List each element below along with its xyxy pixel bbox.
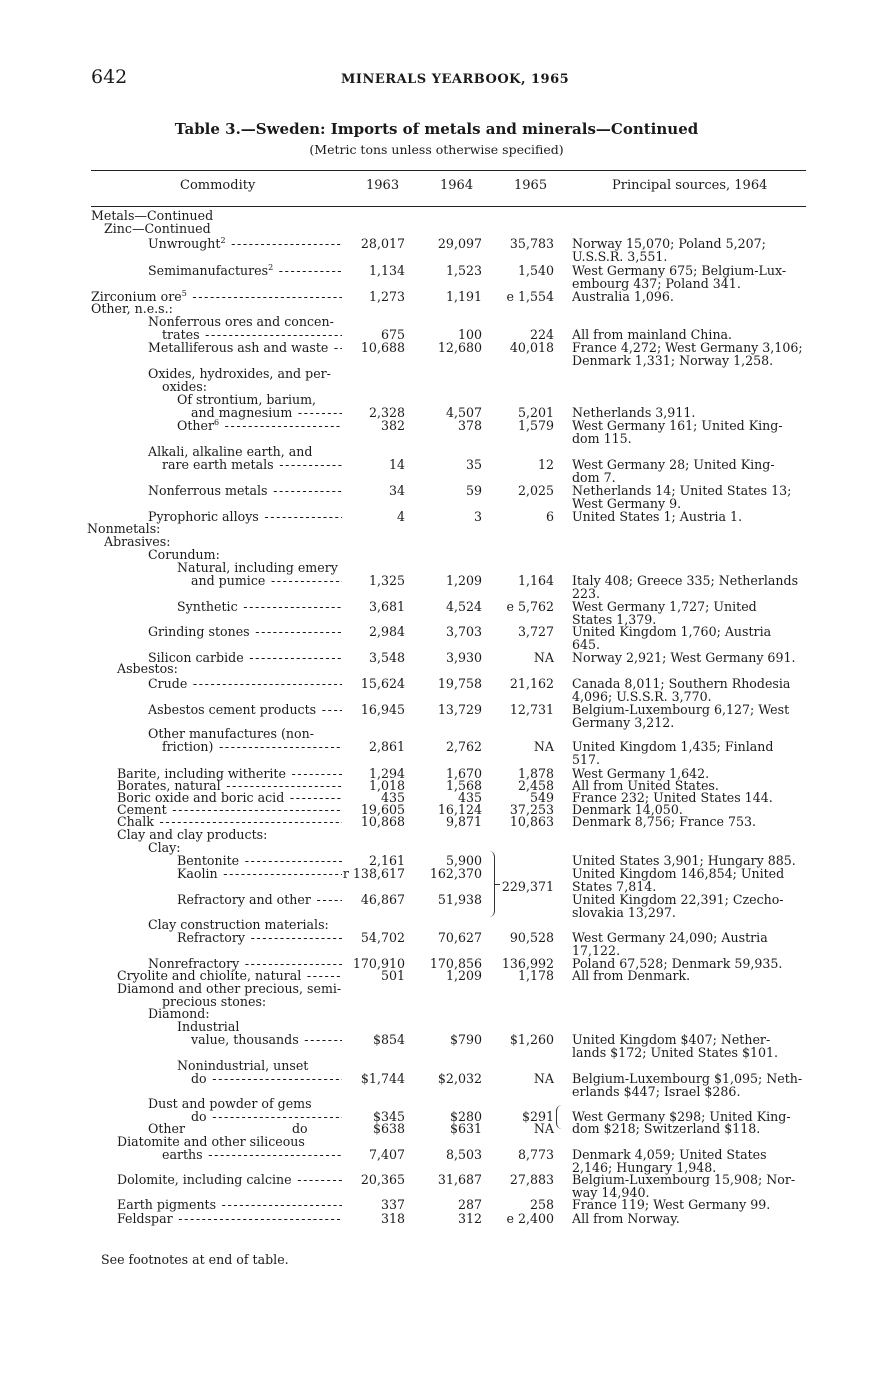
commodity-label: Metalliferous ash and waste ----- (148, 341, 342, 355)
value-1965: 1,878 (517, 766, 554, 781)
value-1964: 170,856 (429, 956, 482, 971)
commodity-label: do ----- (191, 1110, 342, 1124)
value-1963: 1,273 (368, 289, 405, 304)
commodity-label: Diatomite and other siliceous (117, 1134, 305, 1149)
commodity-label: rare earth metals ----- (162, 458, 342, 472)
value-1964: 3,703 (445, 624, 482, 639)
principal-sources: All from United States. (572, 778, 719, 793)
table-row (0, 753, 873, 767)
value-1963: $854 (372, 1032, 405, 1047)
value-1963: 675 (380, 327, 405, 342)
principal-sources: United Kingdom 22,391; Czecho- (572, 892, 784, 907)
principal-sources: Australia 1,096. (572, 289, 674, 304)
commodity-label: Bentonite ----- (177, 854, 342, 868)
value-1963: 3,681 (368, 599, 405, 614)
principal-sources: Denmark 8,756; France 753. (572, 814, 756, 829)
principal-sources: States 7,814. (572, 879, 657, 894)
principal-sources: erlands $447; Israel $286. (572, 1084, 741, 1099)
table-row (0, 600, 873, 614)
col-header-sources: Principal sources, 1964 (612, 178, 768, 193)
table-row (0, 662, 873, 676)
commodity-label: Corundum: (148, 547, 220, 562)
value-1965: 8,773 (517, 1147, 554, 1162)
principal-sources: 517. (572, 752, 601, 767)
value-1965: 40,018 (509, 340, 554, 355)
col-header-1965: 1965 (514, 178, 548, 193)
table-row (0, 277, 873, 291)
commodity-label: Borates, natural ----- (117, 779, 342, 793)
table-row (0, 703, 873, 717)
value-1963: $345 (372, 1109, 405, 1124)
principal-sources: Belgium-Luxembourg 15,908; Nor- (572, 1172, 796, 1187)
table-row (0, 419, 873, 433)
value-1963: 15,624 (360, 676, 405, 691)
commodity-label: Dolomite, including calcine ----- (117, 1173, 342, 1187)
commodity-label: Diamond: (148, 1006, 210, 1021)
commodity-label: Nonindustrial, unset (177, 1058, 309, 1073)
value-1965: e 1,554 (506, 289, 554, 304)
commodity-label: Zirconium ore$^5$ ----- (91, 290, 342, 304)
table-row (0, 367, 873, 381)
value-1965: 27,883 (509, 1172, 554, 1187)
commodity-label: Alkali, alkaline earth, and (148, 444, 313, 459)
commodity-label: Of strontium, barium, (177, 392, 317, 407)
commodity-label: Industrial (177, 1019, 240, 1034)
commodity-label: friction) ----- (162, 740, 342, 754)
value-1965: $291 (521, 1109, 554, 1124)
value-1964: 100 (457, 327, 482, 342)
value-1965: 549 (529, 790, 554, 805)
principal-sources: States 1,379. (572, 612, 657, 627)
value-1963: 16,945 (360, 702, 405, 717)
table-subtitle: (Metric tons unless otherwise specified) (309, 142, 564, 157)
commodity-label: Metals—Continued (91, 208, 214, 223)
value-1965: 6 (545, 509, 554, 524)
header-bottom-rule (91, 206, 806, 207)
value-1963: 435 (380, 790, 405, 805)
value-1964: 59 (465, 483, 482, 498)
commodity-label: Other, n.e.s.: (91, 301, 173, 316)
commodity-label: Cement ----- (117, 803, 342, 817)
commodity-label: Synthetic ----- (177, 600, 342, 614)
value-1965: 258 (529, 1197, 554, 1212)
value-1963: 318 (380, 1211, 405, 1226)
principal-sources: U.S.S.R. 3,551. (572, 249, 668, 264)
value-1964: 3,930 (445, 650, 482, 665)
value-1964: 162,370 (429, 866, 482, 881)
table-row (0, 1072, 873, 1086)
table-row (0, 237, 873, 251)
table-row (0, 1212, 873, 1226)
value-1965: 1,540 (517, 263, 554, 278)
value-1963: 4 (396, 509, 405, 524)
principal-sources: West Germany 1,727; United (572, 599, 757, 614)
value-1963: 3,548 (368, 650, 405, 665)
value-1963: 170,910 (352, 956, 405, 971)
commodity-label: Silicon carbide ----- (148, 651, 342, 665)
principal-sources: All from mainland China. (572, 327, 733, 342)
principal-sources: France 4,272; West Germany 3,106; (572, 340, 803, 355)
value-1965: e 2,400 (506, 1211, 554, 1226)
principal-sources: West Germany 28; United King- (572, 457, 775, 472)
principal-sources: Poland 67,528; Denmark 59,935. (572, 956, 783, 971)
commodity-label: Pyrophoric alloys ----- (148, 510, 342, 524)
principal-sources: Norway 2,921; West Germany 691. (572, 650, 796, 665)
commodity-label: value, thousands ----- (191, 1033, 342, 1047)
principal-sources: dom $218; Switzerland $118. (572, 1121, 761, 1136)
kaolin-group-brace (488, 851, 495, 917)
table-row (0, 432, 873, 446)
principal-sources: Netherlands 3,911. (572, 405, 696, 420)
value-1965: 229,371 (501, 879, 554, 894)
value-1965: 37,253 (509, 802, 554, 817)
value-1965: 12 (537, 457, 554, 472)
value-1964: 435 (457, 790, 482, 805)
value-1963: 10,868 (360, 814, 405, 829)
table-row (0, 535, 873, 549)
value-1963: 10,688 (360, 340, 405, 355)
commodity-label: do ----- (191, 1072, 342, 1086)
table-row (0, 315, 873, 329)
principal-sources: Belgium-Luxembourg 6,127; West (572, 702, 790, 717)
commodity-unit-label: do (292, 1121, 308, 1136)
table-title: Table 3.—Sweden: Imports of metals and minerals—Continued (174, 120, 699, 138)
principal-sources: All from Norway. (572, 1211, 680, 1226)
value-1965: 5,201 (517, 405, 554, 420)
commodity-label: Other (148, 1121, 185, 1136)
value-1963: r 138,617 (342, 866, 405, 881)
commodity-label: earths ----- (162, 1148, 342, 1162)
commodity-label: Kaolin ----- (177, 867, 342, 881)
value-1964: 70,627 (437, 930, 482, 945)
commodity-label: Feldspar ----- (117, 1212, 342, 1226)
table-row (0, 574, 873, 588)
commodity-label: Crude ----- (148, 677, 342, 691)
value-1964: 4,524 (445, 599, 482, 614)
commodity-label: and pumice ----- (191, 574, 342, 588)
table-row (0, 264, 873, 278)
value-1963: 2,161 (368, 853, 405, 868)
commodity-label: Clay and clay products: (117, 827, 268, 842)
value-1963: 2,861 (368, 739, 405, 754)
value-1964: 2,762 (445, 739, 482, 754)
table-row (0, 677, 873, 691)
value-1963: 1,325 (368, 573, 405, 588)
value-1965: 1,178 (517, 968, 554, 983)
commodity-label: Refractory ----- (177, 931, 342, 945)
value-1963: 501 (380, 968, 405, 983)
commodity-label: and magnesium ----- (191, 406, 342, 420)
value-1964: 1,523 (445, 263, 482, 278)
principal-sources: West Germany 675; Belgium-Lux- (572, 263, 787, 278)
value-1963: $1,744 (360, 1071, 405, 1086)
principal-sources: 4,096; U.S.S.R. 3,770. (572, 689, 712, 704)
principal-sources: Germany 3,212. (572, 715, 675, 730)
value-1965: 90,528 (509, 930, 554, 945)
commodity-label: Dust and powder of gems (148, 1096, 312, 1111)
value-1964: 9,871 (445, 814, 482, 829)
value-1965: NA (533, 739, 554, 754)
table-row (0, 867, 873, 881)
value-1964: 35 (465, 457, 482, 472)
table-top-rule (91, 170, 806, 171)
value-1963: 1,134 (368, 263, 405, 278)
value-1964: 312 (457, 1211, 482, 1226)
table-row (0, 484, 873, 498)
principal-sources: United Kingdom 1,760; Austria (572, 624, 772, 639)
value-1964: 1,191 (445, 289, 482, 304)
value-1963: 54,702 (360, 930, 405, 945)
principal-sources: United States 1; Austria 1. (572, 509, 743, 524)
value-1964: 3 (473, 509, 482, 524)
principal-sources: All from Denmark. (572, 968, 691, 983)
col-header-1964: 1964 (440, 178, 474, 193)
principal-sources: embourg 437; Poland 341. (572, 276, 741, 291)
value-1964: $631 (449, 1121, 482, 1136)
value-1965: 2,025 (517, 483, 554, 498)
value-1965: 2,458 (517, 778, 554, 793)
commodity-label: Boric oxide and boric acid ----- (117, 791, 342, 805)
commodity-label: Diamond and other precious, semi- (117, 981, 342, 996)
principal-sources: France 119; West Germany 99. (572, 1197, 771, 1212)
principal-sources: West Germany 1,642. (572, 766, 710, 781)
principal-sources: West Germany $298; United King- (572, 1109, 791, 1124)
value-1964: 1,670 (445, 766, 482, 781)
principal-sources: 2,146; Hungary 1,948. (572, 1160, 717, 1175)
value-1963: 20,365 (360, 1172, 405, 1187)
value-1965: 224 (529, 327, 554, 342)
value-1964: 1,209 (445, 573, 482, 588)
principal-sources: West Germany 9. (572, 496, 682, 511)
value-1963: 382 (380, 418, 405, 433)
running-head: MINERALS YEARBOOK, 1965 (341, 72, 570, 87)
commodity-label: Zinc—Continued (104, 221, 211, 236)
value-1965: NA (533, 1071, 554, 1086)
table-row (0, 354, 873, 368)
value-1963: $638 (372, 1121, 405, 1136)
commodity-label: Oxides, hydroxides, and per- (148, 366, 331, 381)
commodity-label: oxides: (162, 379, 207, 394)
value-1964: 51,938 (437, 892, 482, 907)
table-row (0, 548, 873, 562)
commodity-label: Clay: (148, 840, 181, 855)
principal-sources: Denmark 14,050. (572, 802, 683, 817)
value-1965: $1,260 (509, 1032, 554, 1047)
principal-sources: 17,122. (572, 943, 621, 958)
principal-sources: France 232; United States 144. (572, 790, 773, 805)
principal-sources: way 14,940. (572, 1185, 650, 1200)
table-row (0, 982, 873, 996)
value-1964: 31,687 (437, 1172, 482, 1187)
table-row (0, 380, 873, 394)
table-row (0, 393, 873, 407)
commodity-label: Nonferrous metals ----- (148, 484, 342, 498)
principal-sources: Denmark 1,331; Norway 1,258. (572, 353, 774, 368)
table-row (0, 222, 873, 236)
value-1964: 13,729 (437, 702, 482, 717)
col-header-commodity: Commodity (180, 178, 256, 193)
commodity-label: Other$^6$ ----- (177, 419, 342, 433)
principal-sources: Canada 8,011; Southern Rhodesia (572, 676, 791, 691)
table-row (0, 497, 873, 511)
commodity-label: Nonmetals: (87, 521, 161, 536)
commodity-label: Natural, including emery (177, 560, 338, 575)
principal-sources: dom 115. (572, 431, 632, 446)
commodity-label: Refractory and other ----- (177, 893, 342, 907)
value-1963: 46,867 (360, 892, 405, 907)
value-1965: 1,164 (517, 573, 554, 588)
value-1964: 8,503 (445, 1147, 482, 1162)
value-1964: 1,209 (445, 968, 482, 983)
table-row (0, 740, 873, 754)
table-row (0, 625, 873, 639)
commodity-label: Barite, including witherite ----- (117, 767, 342, 781)
value-1964: 19,758 (437, 676, 482, 691)
table-row (0, 1173, 873, 1187)
commodity-label: precious stones: (162, 994, 267, 1009)
table-row (0, 1198, 873, 1212)
principal-sources: United Kingdom $407; Nether- (572, 1032, 771, 1047)
commodity-label: Cryolite and chiolite, natural ----- (117, 969, 342, 983)
col-header-1963: 1963 (366, 178, 400, 193)
table-row (0, 302, 873, 316)
value-1963: 19,605 (360, 802, 405, 817)
page-number: 642 (91, 66, 128, 88)
table-row (0, 828, 873, 842)
principal-sources: United Kingdom 146,854; United (572, 866, 785, 881)
principal-sources: West Germany 24,090; Austria (572, 930, 768, 945)
commodity-label: Nonrefractory ----- (148, 957, 342, 971)
principal-sources: Denmark 4,059; United States (572, 1147, 767, 1162)
value-1965: 35,783 (509, 236, 554, 251)
value-1964: 12,680 (437, 340, 482, 355)
gems-group-brace (556, 1105, 563, 1129)
commodity-label: Abrasives: (104, 534, 171, 549)
principal-sources: Netherlands 14; United States 13; (572, 483, 792, 498)
value-1965: 12,731 (509, 702, 554, 717)
value-1963: 2,984 (368, 624, 405, 639)
commodity-label: Clay construction materials: (148, 917, 329, 932)
principal-sources: slovakia 13,297. (572, 905, 676, 920)
value-1964: 16,124 (437, 802, 482, 817)
value-1963: 34 (388, 483, 405, 498)
value-1964: $280 (449, 1109, 482, 1124)
value-1965: 3,727 (517, 624, 554, 639)
value-1965: NA (533, 650, 554, 665)
value-1965: 10,863 (509, 814, 554, 829)
commodity-label: Chalk ----- (117, 815, 342, 829)
value-1963: 14 (388, 457, 405, 472)
table-row (0, 250, 873, 264)
value-1964: 29,097 (437, 236, 482, 251)
value-1963: 1,018 (368, 778, 405, 793)
value-1963: 1,294 (368, 766, 405, 781)
value-1964: $790 (449, 1032, 482, 1047)
principal-sources: Italy 408; Greece 335; Netherlands (572, 573, 799, 588)
principal-sources: Norway 15,070; Poland 5,207; (572, 236, 766, 251)
table-row (0, 1046, 873, 1060)
principal-sources: lands $172; United States $101. (572, 1045, 779, 1060)
value-1964: $2,032 (437, 1071, 482, 1086)
principal-sources: West Germany 161; United King- (572, 418, 783, 433)
value-1965: NA (533, 1121, 554, 1136)
commodity-label: Nonferrous ores and concen- (148, 314, 334, 329)
commodity-label: Grinding stones ----- (148, 625, 342, 639)
principal-sources: 223. (572, 586, 601, 601)
table-row (0, 1007, 873, 1021)
principal-sources: Belgium-Luxembourg $1,095; Neth- (572, 1071, 803, 1086)
principal-sources: dom 7. (572, 470, 616, 485)
value-1965: 1,579 (517, 418, 554, 433)
value-1963: 7,407 (368, 1147, 405, 1162)
principal-sources: United Kingdom 1,435; Finland (572, 739, 774, 754)
table-row (0, 458, 873, 472)
footnote: See footnotes at end of table. (101, 1252, 289, 1267)
value-1963: 28,017 (360, 236, 405, 251)
commodity-label: Semimanufactures$^2$ ----- (148, 264, 342, 278)
value-1964: 5,900 (445, 853, 482, 868)
value-1964: 1,568 (445, 778, 482, 793)
value-1964: 378 (457, 418, 482, 433)
value-1963: 337 (380, 1197, 405, 1212)
value-1963: 2,328 (368, 405, 405, 420)
commodity-label: Asbestos cement products ----- (148, 703, 342, 717)
table-row (0, 1148, 873, 1162)
value-1964: 4,507 (445, 405, 482, 420)
commodity-label: Unwrought$^2$ ----- (148, 237, 342, 251)
commodity-label: Earth pigments ----- (117, 1198, 342, 1212)
table-row (0, 893, 873, 907)
commodity-label: Asbestos: (117, 661, 178, 676)
value-1965: 21,162 (509, 676, 554, 691)
commodity-label: Other manufactures (non- (148, 726, 314, 741)
principal-sources: United States 3,901; Hungary 885. (572, 853, 796, 868)
value-1965: 136,992 (501, 956, 554, 971)
kaolin-group-brace-tip (495, 884, 500, 885)
table-row (0, 931, 873, 945)
commodity-label: trates ----- (162, 328, 342, 342)
principal-sources: 645. (572, 637, 601, 652)
value-1965: e 5,762 (506, 599, 554, 614)
value-1964: 287 (457, 1197, 482, 1212)
